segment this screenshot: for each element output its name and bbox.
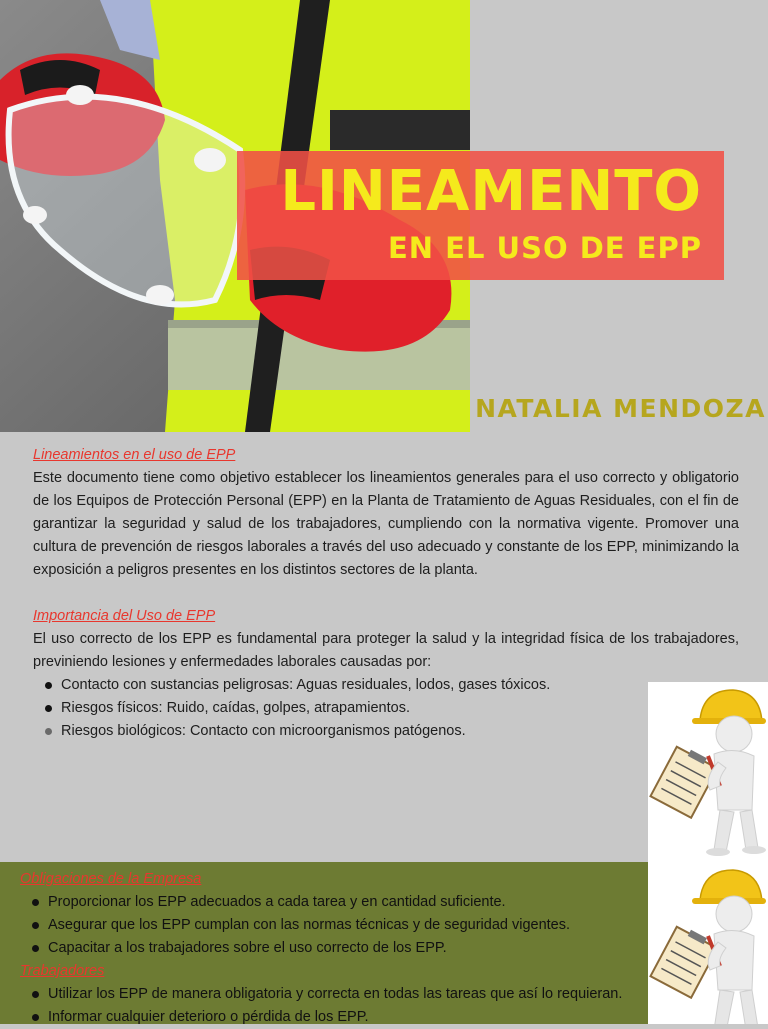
list-item: Informar cualquier deterioro o pérdida de los EPP. <box>20 1006 640 1029</box>
workers-heading: Trabajadores <box>20 963 105 979</box>
obligations-band <box>0 862 648 1024</box>
author-name: NATALIA MENDOZA <box>475 394 766 423</box>
worker-with-clipboard-icon <box>648 682 768 862</box>
importance-heading: Importancia del Uso de EPP <box>33 608 216 624</box>
intro-heading: Lineamientos en el uso de EPP <box>33 447 236 463</box>
list-item: Utilizar los EPP de manera obligatoria y correcta en todas las tareas que así lo requieran. <box>20 983 640 1006</box>
list-item: Contacto con sustancias peligrosas: Aguas residuales, lodos, gases tóxicos. <box>33 674 739 697</box>
list-item: Asegurar que los EPP cumplan con las normas técnicas y de seguridad vigentes. <box>20 914 640 937</box>
importance-list <box>33 674 739 743</box>
company-list <box>20 891 640 960</box>
workers-list <box>20 983 640 1029</box>
list-item: Capacitar a los trabajadores sobre el uso correcto de los EPP. <box>20 937 640 960</box>
company-heading: Obligaciones de la Empresa <box>20 871 202 887</box>
document-title: LINEAMENTO <box>280 159 702 224</box>
list-item: Riesgos físicos: Ruido, caídas, golpes, atrapamientos. <box>33 697 739 720</box>
intro-section <box>33 444 739 582</box>
worker-figure-bottom <box>648 862 768 1024</box>
importance-section <box>33 605 739 743</box>
document-subtitle: EN EL USO DE EPP <box>387 231 702 265</box>
importance-paragraph: El uso correcto de los EPP es fundamental para proteger la salud y la integridad física de los trabajadores, previniendo lesiones y enfermedades laborales causadas por: <box>33 631 739 670</box>
worker-figure-top <box>648 682 768 862</box>
list-item: Proporcionar los EPP adecuados a cada tarea y en cantidad suficiente. <box>20 891 640 914</box>
title-banner <box>237 151 724 280</box>
list-item: Riesgos biológicos: Contacto con microorganismos patógenos. <box>33 720 739 743</box>
worker-with-clipboard-icon <box>648 862 768 1024</box>
intro-paragraph: Este documento tiene como objetivo establecer los lineamientos generales para el uso correcto y obligatorio de los Equipos de Protección Personal (EPP) en la Planta de Tratamiento de Aguas Residuales, con el fin de garantizar la seguridad y salud de los trabajadores, cumpliendo con la normativa vigente. Promover una cultura de prevención de riesgos laborales a través del uso adecuado y constante de los EPP, minimizando la exposición a peligros presentes en los distintos sectores de la planta. <box>33 470 739 578</box>
